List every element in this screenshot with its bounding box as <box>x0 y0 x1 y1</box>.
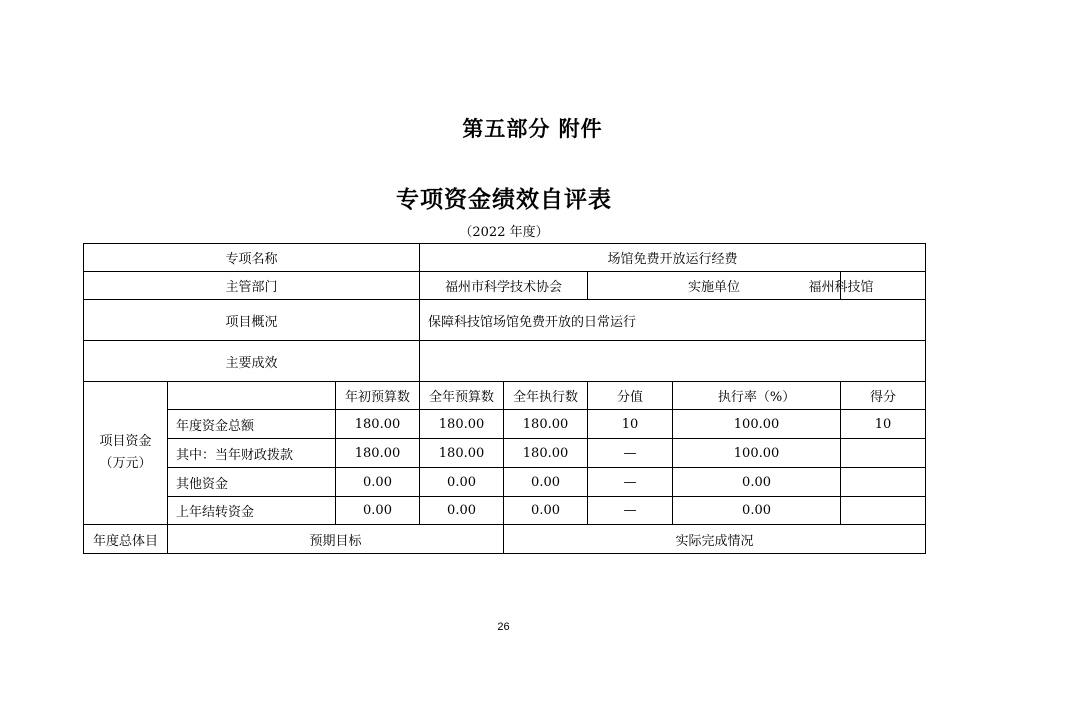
funds-cell <box>841 468 926 497</box>
funds-cell: — <box>588 468 673 497</box>
overview-value: 保障科技馆场馆免费开放的日常运行 <box>420 300 926 341</box>
project-name-label: 专项名称 <box>84 244 420 272</box>
unit-value: 福州科技馆 <box>808 280 874 295</box>
funds-cell: 180.00 <box>420 439 504 468</box>
funds-header-row <box>84 382 926 410</box>
funds-label <box>84 382 168 525</box>
funds-cell: — <box>588 439 673 468</box>
results-value <box>420 341 926 382</box>
funds-row <box>84 468 926 497</box>
form-title: 专项资金绩效自评表 <box>396 187 612 213</box>
funds-cell: 0.00 <box>504 497 588 525</box>
section-title: 第五部分 附件 <box>462 117 603 141</box>
funds-cell: — <box>588 497 673 525</box>
funds-header: 全年执行数 <box>504 382 588 410</box>
funds-cell: 0.00 <box>673 468 841 497</box>
funds-row <box>84 439 926 468</box>
funds-header: 得分 <box>841 382 926 410</box>
funds-cell: 180.00 <box>336 439 420 468</box>
funds-cell <box>841 497 926 525</box>
funds-cell: 10 <box>841 410 926 439</box>
funds-cell: 0.00 <box>420 497 504 525</box>
actual-completion-label: 实际完成情况 <box>504 525 926 554</box>
evaluation-table <box>83 243 926 554</box>
department-row <box>84 272 926 300</box>
funds-header-blank <box>168 382 336 410</box>
funds-cell <box>841 439 926 468</box>
goals-label: 年度总体目 <box>84 525 168 554</box>
funds-cell: 0.00 <box>673 497 841 525</box>
funds-row <box>84 410 926 439</box>
dept-value: 福州市科学技术协会 <box>420 272 588 300</box>
funds-header: 年初预算数 <box>336 382 420 410</box>
funds-header: 分值 <box>588 382 673 410</box>
fiscal-year: （2022 年度） <box>459 225 549 240</box>
funds-cell: 180.00 <box>504 439 588 468</box>
funds-row-label: 上年结转资金 <box>168 497 336 525</box>
project-name-value: 场馆免费开放运行经费 <box>420 244 926 272</box>
funds-cell: 0.00 <box>336 497 420 525</box>
funds-cell: 0.00 <box>420 468 504 497</box>
funds-cell: 0.00 <box>336 468 420 497</box>
page-number: 26 <box>497 621 510 633</box>
funds-cell: 100.00 <box>673 439 841 468</box>
funds-cell: 100.00 <box>673 410 841 439</box>
unit-label: 实施单位 <box>588 272 841 300</box>
overview-row <box>84 300 926 341</box>
funds-cell: 180.00 <box>420 410 504 439</box>
results-label: 主要成效 <box>84 341 420 382</box>
expected-goal-label: 预期目标 <box>168 525 504 554</box>
unit-value-cell <box>808 272 926 300</box>
overview-label: 项目概况 <box>84 300 420 341</box>
funds-label-text: 项目资金（万元） <box>99 434 152 471</box>
funds-row-label: 年度资金总额 <box>168 410 336 439</box>
results-row <box>84 341 926 382</box>
funds-cell: 10 <box>588 410 673 439</box>
goals-row <box>84 525 926 554</box>
funds-cell: 0.00 <box>504 468 588 497</box>
funds-cell: 180.00 <box>336 410 420 439</box>
funds-row-label: 其他资金 <box>168 468 336 497</box>
project-name-row <box>84 244 926 272</box>
funds-header: 全年预算数 <box>420 382 504 410</box>
funds-row <box>84 497 926 525</box>
funds-header: 执行率（%） <box>673 382 841 410</box>
funds-cell: 180.00 <box>504 410 588 439</box>
dept-label: 主管部门 <box>84 272 420 300</box>
funds-row-label: 其中：当年财政拨款 <box>168 439 336 468</box>
